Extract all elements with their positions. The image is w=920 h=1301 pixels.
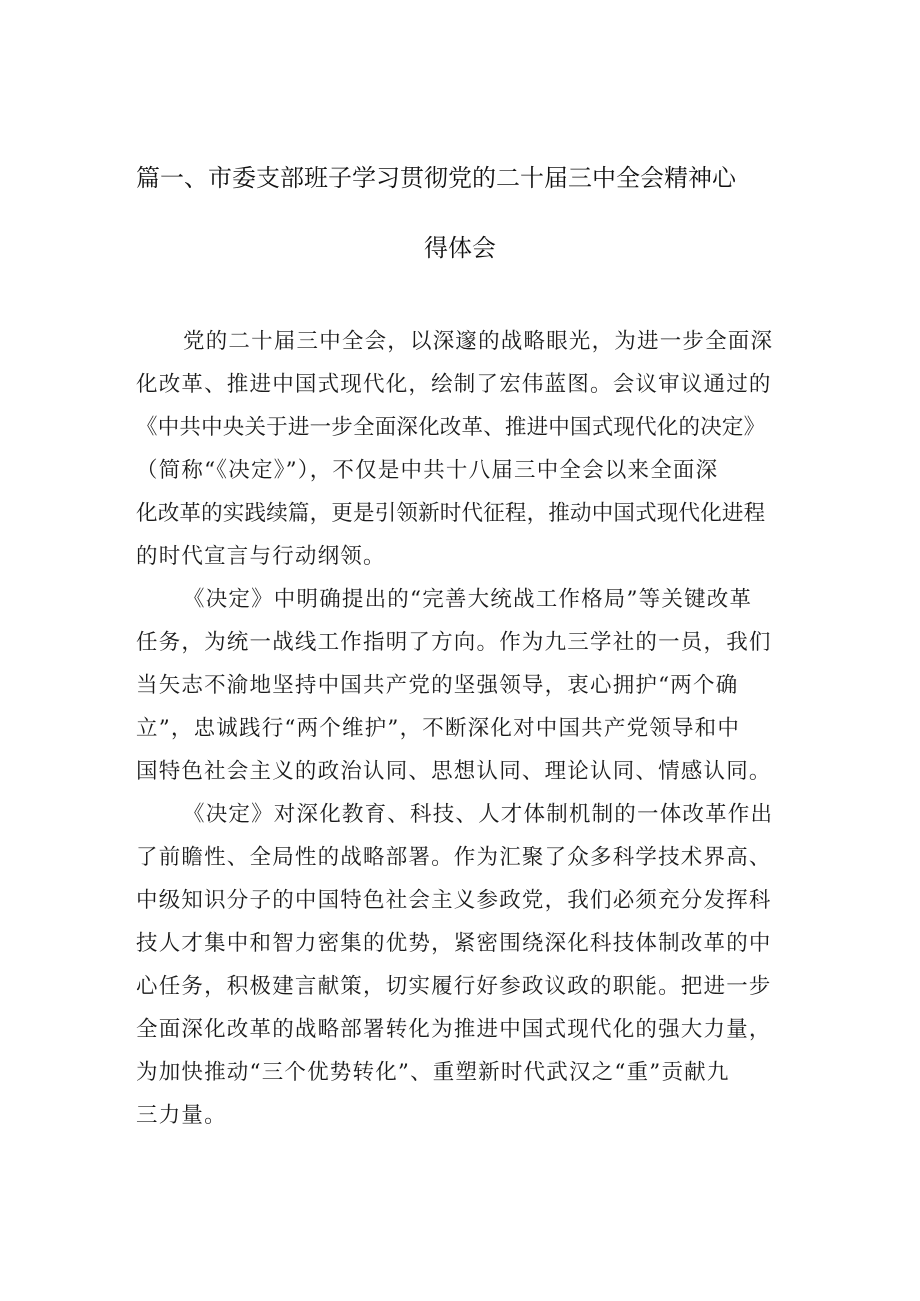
paragraph-3-line-5: 心任务，积极建言献策，切实履行好参政议政的职能。把进一步 [136,974,772,999]
paragraph-1-line-6: 的时代宣言与行动纲领。 [136,544,386,569]
paragraph-1-line-5: 化改革的实践续篇，更是引领新时代征程，推动中国式现代化进程 [136,501,766,526]
paragraph-2-line-2: 任务，为统一战线工作指明了方向。作为九三学社的一员，我们 [136,630,772,655]
document-title-line-1: 篇一、市委支部班子学习贯彻党的二十届三中全会精神心 [136,164,736,192]
paragraph-3-line-4: 技人才集中和智力密集的优势，紧密围绕深化科技体制改革的中 [136,931,772,956]
paragraph-2-line-4: 立”，忠诚践行“两个维护”，不断深化对中国共产党领导和中 [136,716,741,741]
paragraph-3-line-2: 了前瞻性、全局性的战略部署。作为汇聚了众多科学技术界高、 [136,845,772,870]
paragraph-2-line-5: 国特色社会主义的政治认同、思想认同、理论认同、情感认同。 [136,759,772,784]
paragraph-3-line-7: 为加快推动“三个优势转化”、重塑新时代武汉之“重”贡献九 [136,1060,730,1085]
paragraph-3-line-1: 《决定》对深化教育、科技、人才体制机制的一体改革作出 [183,802,774,827]
paragraph-1-line-2: 化改革、推进中国式现代化，绘制了宏伟蓝图。会议审议通过的 [136,372,772,397]
paragraph-2-line-3: 当矢志不渝地坚持中国共产党的坚强领导，衷心拥护“两个确 [136,673,739,698]
paragraph-3-line-8: 三力量。 [136,1103,227,1128]
paragraph-1-line-4: （简称“《决定》”），不仅是中共十八届三中全会以来全面深 [136,458,719,483]
paragraph-3-line-6: 全面深化改革的战略部署转化为推进中国式现代化的强大力量， [136,1017,772,1042]
paragraph-1-line-3: 《中共中央关于进一步全面深化改革、推进中国式现代化的决定》 [136,415,766,440]
paragraph-2-line-1: 《决定》中明确提出的“完善大统战工作格局”等关键改革 [183,587,753,612]
document-title-line-2: 得体会 [424,234,496,262]
paragraph-1-line-1: 党的二十届三中全会，以深邃的战略眼光，为进一步全面深 [183,329,774,354]
paragraph-3-line-3: 中级知识分子的中国特色社会主义参政党，我们必须充分发挥科 [136,888,772,913]
